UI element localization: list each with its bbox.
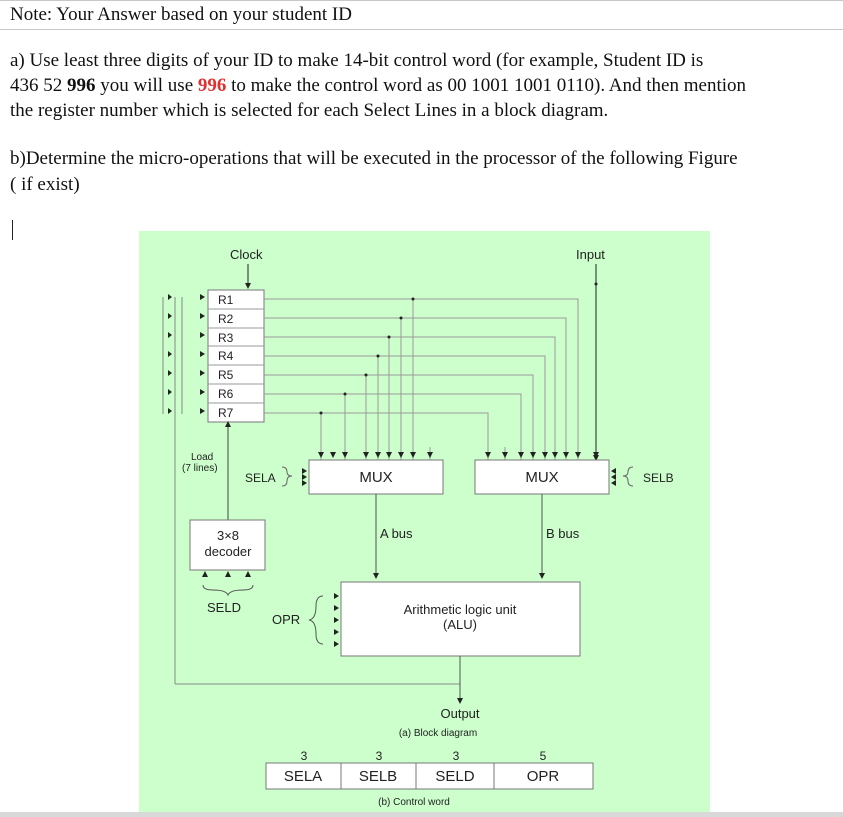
caption-control-word: (b) Control word — [378, 797, 450, 808]
opr-bits: 5 — [539, 749, 547, 763]
text-cursor[interactable] — [12, 220, 13, 240]
part-a-line-2-post: to make the control word as 00 1001 1001 0110). And then mention — [226, 75, 746, 96]
decoder-size-label: 3×8 — [216, 528, 240, 543]
part-a-line-2 — [10, 73, 746, 98]
note-text: Note: Your Answer based on your student ID — [10, 4, 352, 25]
clock-label: Clock — [230, 247, 263, 262]
control-field-sela: SELA — [283, 768, 323, 785]
input-label: Input — [576, 247, 605, 262]
load-label: Load — [191, 452, 214, 463]
decoder-label: decoder — [204, 544, 252, 559]
seld-label: SELD — [207, 600, 241, 615]
note-bar — [0, 0, 843, 30]
sela-label: SELA — [245, 471, 276, 485]
control-field-seld: SELD — [435, 768, 475, 785]
register-r7: R7 — [218, 406, 234, 420]
register-r1: R1 — [218, 293, 234, 307]
control-field-opr: OPR — [526, 768, 560, 785]
selb-bits: 3 — [375, 749, 383, 763]
part-a-line-2-mid: you will use — [95, 75, 198, 96]
a-bus-label: A bus — [380, 526, 413, 541]
register-r6: R6 — [218, 387, 234, 401]
selb-label: SELB — [643, 471, 674, 485]
processor-diagram — [139, 231, 710, 817]
control-field-selb: SELB — [358, 768, 398, 785]
student-id-digits: 996 — [67, 75, 96, 96]
mux-b-label: MUX — [525, 469, 559, 486]
bottom-scroll-edge — [0, 812, 843, 817]
mux-a-label: MUX — [359, 469, 393, 486]
b-bus-label: B bus — [546, 526, 580, 541]
output-label: Output — [440, 706, 480, 721]
sela-bits: 3 — [300, 749, 308, 763]
student-id-prefix: 436 52 — [10, 75, 67, 96]
register-r2: R2 — [218, 312, 234, 326]
highlighted-digits: 996 — [197, 75, 227, 96]
caption-block-diagram: (a) Block diagram — [398, 728, 478, 739]
register-r3: R3 — [218, 331, 234, 345]
register-r5: R5 — [218, 368, 234, 382]
processor-figure — [139, 231, 710, 817]
load-lines-label: (7 lines) — [182, 463, 218, 474]
part-a-line-3: the register number which is selected for each Select Lines in a block diagram. — [10, 100, 609, 121]
part-b-line-2: ( if exist) — [10, 174, 80, 195]
seld-bits: 3 — [452, 749, 460, 763]
alu-label: Arithmetic logic unit — [403, 602, 517, 617]
register-file — [208, 290, 264, 422]
part-b-line-1: b)Determine the micro-operations that will be executed in the processor of the following Figure — [10, 148, 738, 169]
register-r4: R4 — [218, 349, 234, 363]
opr-label: OPR — [272, 612, 301, 627]
alu-abbrev: (ALU) — [443, 617, 477, 632]
part-a-line-1: a) Use least three digits of your ID to make 14-bit control word (for example, Student ID is — [10, 50, 704, 71]
